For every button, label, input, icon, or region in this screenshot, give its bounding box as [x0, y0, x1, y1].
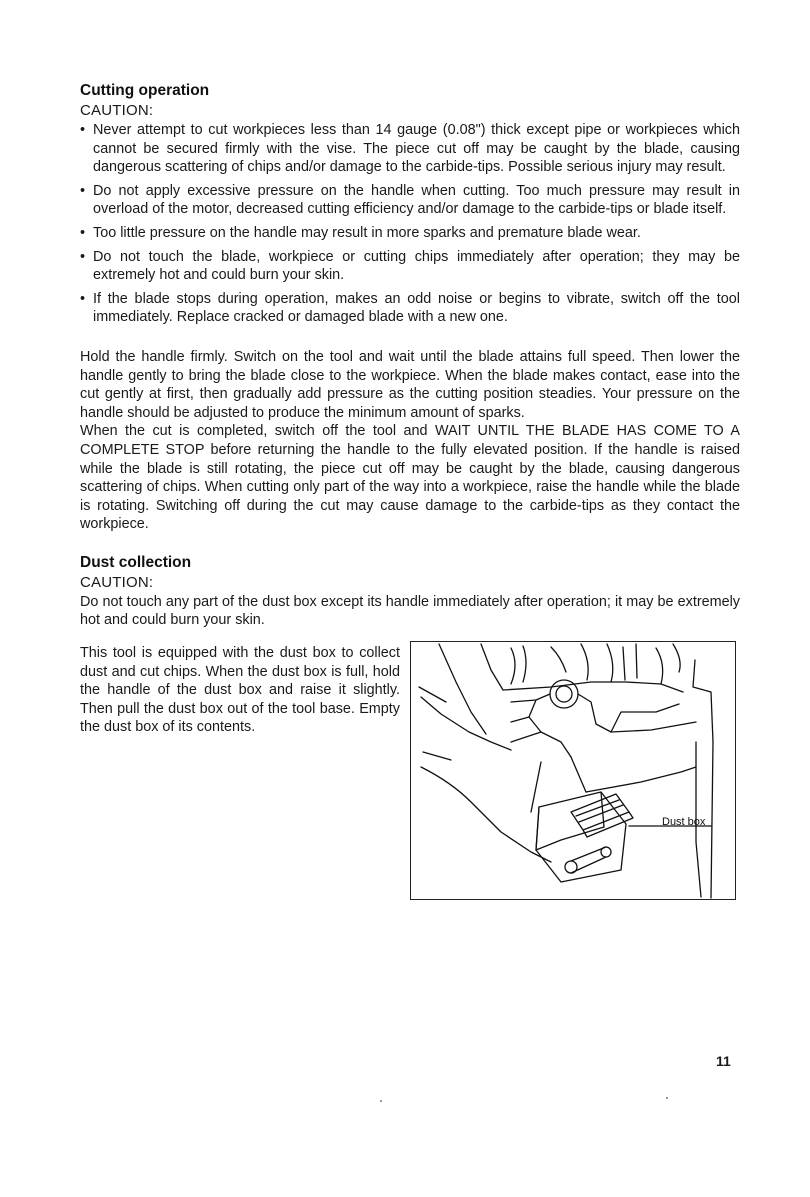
dust-box-callout: Dust box	[662, 816, 706, 829]
dust-caution-label: CAUTION:	[80, 573, 154, 591]
cutting-paragraph-1: Hold the handle firmly. Switch on the tool and wait until the blade attains full speed. Then lower the handle gently to bring the blade close to the workpiece. When the blade makes contact, ease into the cut gently at first, then gradually add pressure as the cutting position steadies. Your pressure on the handle should be adjusted to produce the minimum amount of sparks.	[80, 348, 740, 421]
cutting-caution-list	[80, 121, 740, 327]
dust-box-illustration	[410, 641, 736, 900]
caution-item: • Do not touch the blade, workpiece or cutting chips immediately after operation; they may be extremely hot and could burn your skin.	[80, 248, 740, 285]
cutting-caution-label: CAUTION:	[80, 102, 154, 119]
dust-section	[80, 644, 740, 944]
caution-item: • If the blade stops during operation, makes an odd noise or begins to vibrate, switch off the tool immediately. Replace cracked or damaged blade with a new one.	[80, 290, 740, 327]
page-number: 11	[716, 1053, 731, 1069]
scan-speck	[666, 1097, 668, 1099]
scan-speck	[380, 1100, 382, 1102]
cutting-operation-heading: Cutting operation	[80, 82, 210, 99]
dust-collection-heading: Dust collection	[80, 553, 192, 571]
cutting-paragraph-2: When the cut is completed, switch off the tool and WAIT UNTIL THE BLADE HAS COME TO A COMPLETE STOP before returning the handle to the fully elevated position. If the handle is raised while the blade is still rotating, the piece cut off may be caught by the blade, causing dangerous scattering of chips. When cutting only part of the way into a workpiece, raise the handle while the blade is rotating. Switching off during the cut may cause damage to the carbide-tips as they contact the workpiece.	[80, 423, 740, 533]
tool-drawing	[411, 642, 735, 899]
dust-caution-text: Do not touch any part of the dust box except its handle immediately after operation; it may be extremely hot and could burn your skin.	[80, 593, 740, 629]
manual-page	[80, 80, 740, 944]
dust-body-text: This tool is equipped with the dust box to collect dust and cut chips. When the dust box is full, hold the handle of the dust box and raise it slightly. Then pull the dust box out of the tool base. Empty the dust box of its contents.	[80, 645, 400, 736]
caution-item: • Too little pressure on the handle may result in more sparks and premature blade wear.	[80, 224, 740, 243]
caution-item: • Do not apply excessive pressure on the handle when cutting. Too much pressure may result in overload of the motor, decreased cutting efficiency and/or damage to the carbide-tips or blade itself.	[80, 182, 740, 219]
caution-item: • Never attempt to cut workpieces less than 14 gauge (0.08") thick except pipe or workpieces which cannot be secured firmly with the vise. The piece cut off may be caught by the blade, causing dangerous scattering of chips and/or damage to the carbide-tips. Possible serious injury may result.	[80, 121, 740, 177]
